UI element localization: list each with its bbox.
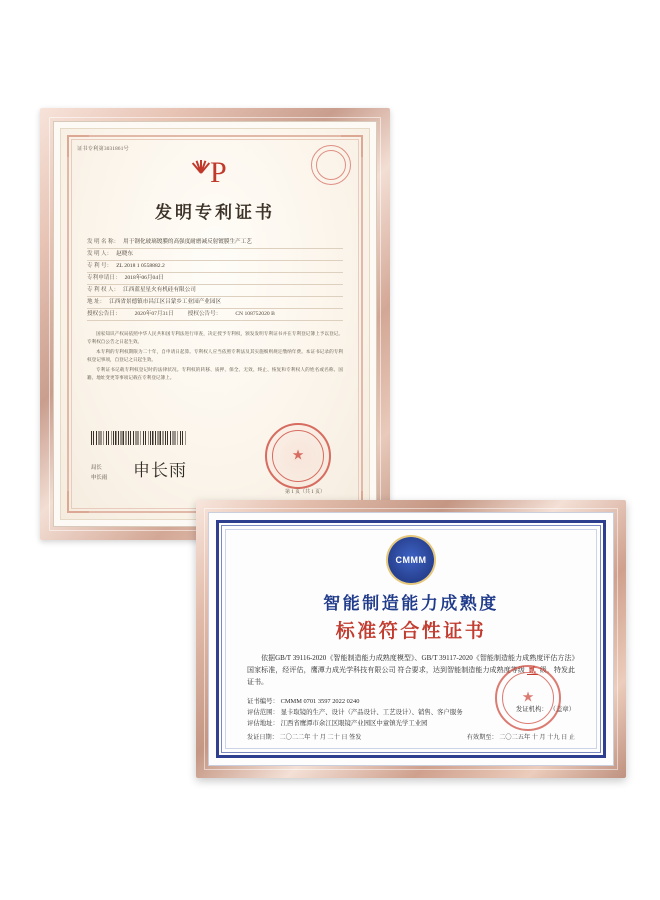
patent-certificate-paper xyxy=(60,128,370,520)
cmmm-level-value: 贰 xyxy=(528,666,536,674)
patent-field-row xyxy=(87,285,343,297)
patent-field-row xyxy=(87,249,343,261)
cmmm-logo-text: CMMM xyxy=(395,555,427,565)
patent-signature-labels xyxy=(91,463,107,483)
cmmm-field-value: CMMM 0701 3597 2022 0240 xyxy=(280,698,360,705)
patent-field-label: 发 明 名 称： xyxy=(87,239,120,245)
cmmm-logo-icon xyxy=(388,537,434,583)
patent-handwritten-signature: 申长雨 xyxy=(133,461,187,480)
patent-serial-number: 证书专利第3031861号 xyxy=(77,146,129,152)
patent-field-list xyxy=(77,237,353,321)
cmmm-body-main: 依据GB/T 39116-2020《智能制造能力成熟度模型》、GB/T 39117-2020《智能制造能力成熟度评估方法》国家标准，经评估，鹰潭力成光学科技有限公司 符合要求，达到智能制造能力成熟度等级 xyxy=(247,654,575,674)
patent-page-footer: 第 1 页（共 1 页） xyxy=(284,490,325,495)
cmmm-field-value: 显卡取镜的生产、设计（产品设计、工艺设计）、销售、客户服务 xyxy=(280,709,463,716)
cmmm-issuer-name: （盖章） xyxy=(549,706,575,713)
cmmm-valid-date-label: 有效期至： xyxy=(466,734,498,741)
cmmm-field-label: 评估范围： xyxy=(247,709,279,716)
patent-field-label: 地 址： xyxy=(87,299,106,305)
patent-field-row xyxy=(87,273,343,285)
patent-signer-title: 局长 xyxy=(91,465,102,471)
patent-publish-no-label: 授权公告号： xyxy=(187,311,222,317)
cmmm-issue-date xyxy=(247,733,361,743)
patent-content xyxy=(77,145,353,503)
patent-field-value: 赵晓东 xyxy=(116,251,133,257)
cmmm-field-label: 评估地址： xyxy=(247,720,279,727)
cmmm-issuer-label: 发证机构： xyxy=(515,706,548,713)
cmmm-valid-date xyxy=(467,733,575,743)
patent-publish-date-label: 授权公告日： xyxy=(87,311,121,317)
patent-paragraph: 本专利的专利权期限为二十年，自申请日起算。专利权人应当依照专利法及其实施细则规定缴纳年费。本证书记录的专利权登记事项，自登记之日起生效。 xyxy=(87,349,343,362)
cmmm-body-tail: 级，特发此证书。 xyxy=(247,666,576,686)
patent-title: 发明专利证书 xyxy=(155,203,275,222)
patent-field-label: 发 明 人： xyxy=(87,251,113,257)
cmmm-field-value: 江西省鹰潭市余江区眼镜产业园区中童镇光学工业园 xyxy=(280,720,428,727)
patent-field-row xyxy=(87,237,343,249)
cmmm-issue-date-label: 发证日期： xyxy=(247,734,278,741)
cmmm-issue-date-value: 二〇二二年 十 月 二十 日 签发 xyxy=(279,734,362,741)
patent-field-row xyxy=(87,261,343,273)
patent-barcode xyxy=(91,431,187,445)
patent-field-value: 2018年06月04日 xyxy=(124,275,164,281)
patent-certificate-frame xyxy=(40,108,390,540)
cmmm-certificate-paper xyxy=(208,512,614,766)
patent-field-row-pair xyxy=(87,309,343,321)
patent-field-row xyxy=(87,297,343,309)
seal-star-icon: ★ xyxy=(521,690,535,706)
patent-certificate-mat xyxy=(53,121,377,527)
cmmm-official-seal-icon xyxy=(495,665,561,731)
patent-publish-no-value: CN 108752020 B xyxy=(235,311,275,317)
cmmm-valid-date-value: 二〇二五年 十 月 十九 日 止 xyxy=(499,734,575,741)
patent-field-value: 用于钢化玻璃镀膜的高强度耐磨减反射镀膜生产工艺 xyxy=(123,239,252,245)
cmmm-title-line1: 智能制造能力成熟度 xyxy=(323,594,499,613)
cmmm-field-label: 证书编号： xyxy=(247,698,279,705)
patent-paragraph: 专利证书记载专利权登记时的法律状况。专利权的转移、质押、保全、无效、终止、恢复和专利权人的姓名或名称、国籍、地址变更等事项记载在专利登记簿上。 xyxy=(87,367,343,380)
patent-official-seal-icon xyxy=(265,423,331,489)
patent-field-value: ZL 2018 1 0558882.2 xyxy=(116,263,165,269)
patent-field-label: 专 利 权 人： xyxy=(87,287,120,293)
patent-signer-name-label: 申长雨 xyxy=(91,475,108,481)
patent-field-value: 江西蓝星星火有机硅有限公司 xyxy=(123,287,196,293)
patent-field-label: 专利申请日： xyxy=(87,275,121,281)
patent-paragraph: 国家知识产权局依照中华人民共和国专利法进行审查，决定授予专利权，颁发发明专利证书并在专利登记簿上予以登记。专利权自公告之日起生效。 xyxy=(87,331,343,344)
cmmm-content xyxy=(239,537,583,745)
patent-publish-date-value: 2020年07月31日 xyxy=(134,311,174,317)
cmmm-date-block xyxy=(247,733,575,743)
patent-top-right-seal-icon xyxy=(311,145,351,185)
seal-star-icon: ★ xyxy=(291,448,305,464)
patent-p-letter: P xyxy=(210,156,227,189)
patent-body-text xyxy=(77,330,353,382)
patent-emblem-icon xyxy=(188,156,242,194)
cmmm-certificate-frame xyxy=(196,500,626,778)
patent-field-label: 专 利 号： xyxy=(87,263,113,269)
cmmm-title-line2: 标准符合性证书 xyxy=(335,621,487,642)
patent-field-value: 江西省景德镇市昌江区吕蒙乡工业园产业园区 xyxy=(109,299,222,305)
